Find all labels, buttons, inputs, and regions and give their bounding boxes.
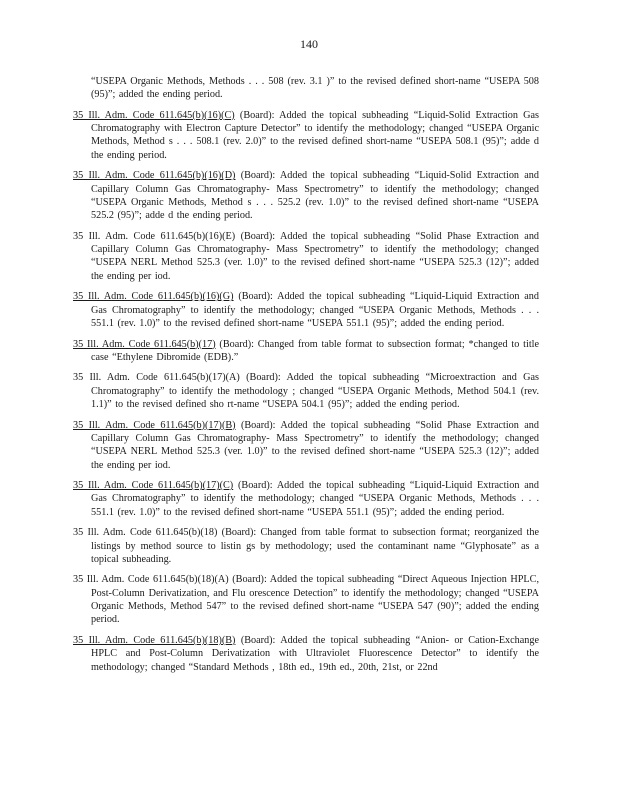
entry-citation: 35 Ill. Adm. Code 611.645(b)(18)(A) bbox=[73, 574, 229, 586]
entry-text: (Board): Added the topical subheading “Microextraction and Gas Chromatography” to identify the methodology ; changed “USEPA Organic Methods, Method 504.1 (rev. 1.1)” to the revised defined sho rt-name “USEPA 504.1 (95)”; added the ending period. bbox=[91, 372, 539, 411]
entry-text: “USEPA Organic Methods, Methods . . . 508 (rev. 3.1 )” to the revised defined short-name “USEPA 508 (95)”; added the ending period. bbox=[91, 76, 539, 101]
entry-text: (Board): Added the topical subheading “Direct Aqueous Injection HPLC, Post-Column Derivatization, and Flu orescence Detection” to identify the methodology; changed “USEPA Organic Methods, Method 547” to the revised defined short-name “USEPA 547 (90)”; added the ending period. bbox=[91, 574, 539, 626]
document-body bbox=[73, 75, 539, 681]
history-entry bbox=[73, 479, 539, 519]
entry-citation: 35 Ill. Adm. Code 611.645(b)(16)(G) bbox=[73, 291, 234, 303]
history-entry bbox=[73, 526, 539, 566]
history-entry bbox=[73, 230, 539, 283]
entry-citation: 35 Ill. Adm. Code 611.645(b)(18)(B) bbox=[73, 634, 236, 646]
entry-citation: 35 Ill. Adm. Code 611.645(b)(16)(D) bbox=[73, 170, 236, 182]
entry-text: (Board): Added the topical subheading “Liquid-Liquid Extraction and Gas Chromatography” to identify the methodology; changed “USEPA Organic Methods, Methods . . . 551.1 (rev. 1.0)” to the revised defined short-name “USEPA 551.1 (95)”; added the ending period. bbox=[91, 480, 539, 518]
history-entry bbox=[73, 290, 539, 330]
entry-citation: 35 Ill. Adm. Code 611.645(b)(17)(B) bbox=[73, 419, 236, 431]
entry-citation: 35 Ill. Adm. Code 611.645(b)(16)(E) bbox=[73, 230, 236, 242]
entry-text: (Board): Changed from table format to subsection format; *changed to title case “Ethylene Dibromide (EDB).” bbox=[91, 338, 540, 363]
entry-text: (Board): Added the topical subheading “Anion- or Cation-Exchange HPLC and Post-Column Derivatization with Ultraviolet Fluorescence Detector” to identify the methodology; changed “Standard Methods , 18th ed., 19th ed., 20th, 21st, or 22nd bbox=[91, 634, 539, 673]
history-entry bbox=[73, 419, 539, 472]
entry-text: (Board): Added the topical subheading “Liquid-Solid Extraction and Capillary Column Gas Chromatography- Mass Spectrometry” to identify the methodology; changed “USEPA Organic Methods, Method s . . . 525.2 (rev. 1.0)” to the revised defined short-name “USEPA 525.2 (95)”; adde d the ending period. bbox=[91, 170, 539, 222]
entry-citation: 35 Ill. Adm. Code 611.645(b)(17) bbox=[73, 338, 216, 350]
entry-text: (Board): Added the topical subheading “Solid Phase Extraction and Capillary Column Gas Chromatography- Mass Spectrometry” to identify the methodology; changed “USEPA NERL Method 525.3 (ver. 1.0)” to the revised defined short-name “USEPA 525.3 (12)”; added the ending per iod. bbox=[91, 230, 540, 282]
entry-citation: 35 Ill. Adm. Code 611.645(b)(17)(C) bbox=[73, 480, 234, 492]
history-entry bbox=[73, 371, 539, 411]
history-entry bbox=[73, 634, 539, 674]
entry-citation: 35 Ill. Adm. Code 611.645(b)(16)(C) bbox=[73, 109, 235, 121]
entry-text: (Board): Changed from table format to subsection format; reorganized the listings by method source to listin gs by methodology; used the contaminant name “Glyphosate” as a topical subheading. bbox=[91, 527, 539, 565]
history-entry bbox=[73, 573, 539, 626]
history-entry bbox=[73, 109, 539, 162]
entry-text: (Board): Added the topical subheading “Solid Phase Extraction and Capillary Column Gas Chromatography- Mass Spectrometry” to identify the methodology; changed “USEPA NERL Method 525.3 (ver. 1.0)” to the revised defined short-name “USEPA 525.3 (12)”; added the ending per iod. bbox=[91, 419, 539, 471]
history-entry bbox=[73, 338, 539, 365]
entry-citation: 35 Ill. Adm. Code 611.645(b)(17)(A) bbox=[73, 372, 240, 384]
entry-text: (Board): Added the topical subheading “Liquid-Solid Extraction Gas Chromatography with Electron Capture Detector” to identify the methodology; changed “USEPA Organic Methods, Method s . . . 508.1 (rev. 2.0)” to the revised defined short-name “USEPA 508.1 (95)”; adde d the ending period. bbox=[91, 109, 539, 161]
history-entry bbox=[73, 169, 539, 222]
history-entry bbox=[73, 75, 539, 102]
entry-citation: 35 Ill. Adm. Code 611.645(b)(18) bbox=[73, 527, 218, 539]
page-number: 140 bbox=[300, 37, 318, 51]
entry-text: (Board): Added the topical subheading “Liquid-Liquid Extraction and Gas Chromatography” to identify the methodology; changed “USEPA Organic Methods, Methods . . . 551.1 (rev. 1.0)” to the revised defined short-name “USEPA 551.1 (95)”; added the ending period. bbox=[91, 291, 539, 329]
